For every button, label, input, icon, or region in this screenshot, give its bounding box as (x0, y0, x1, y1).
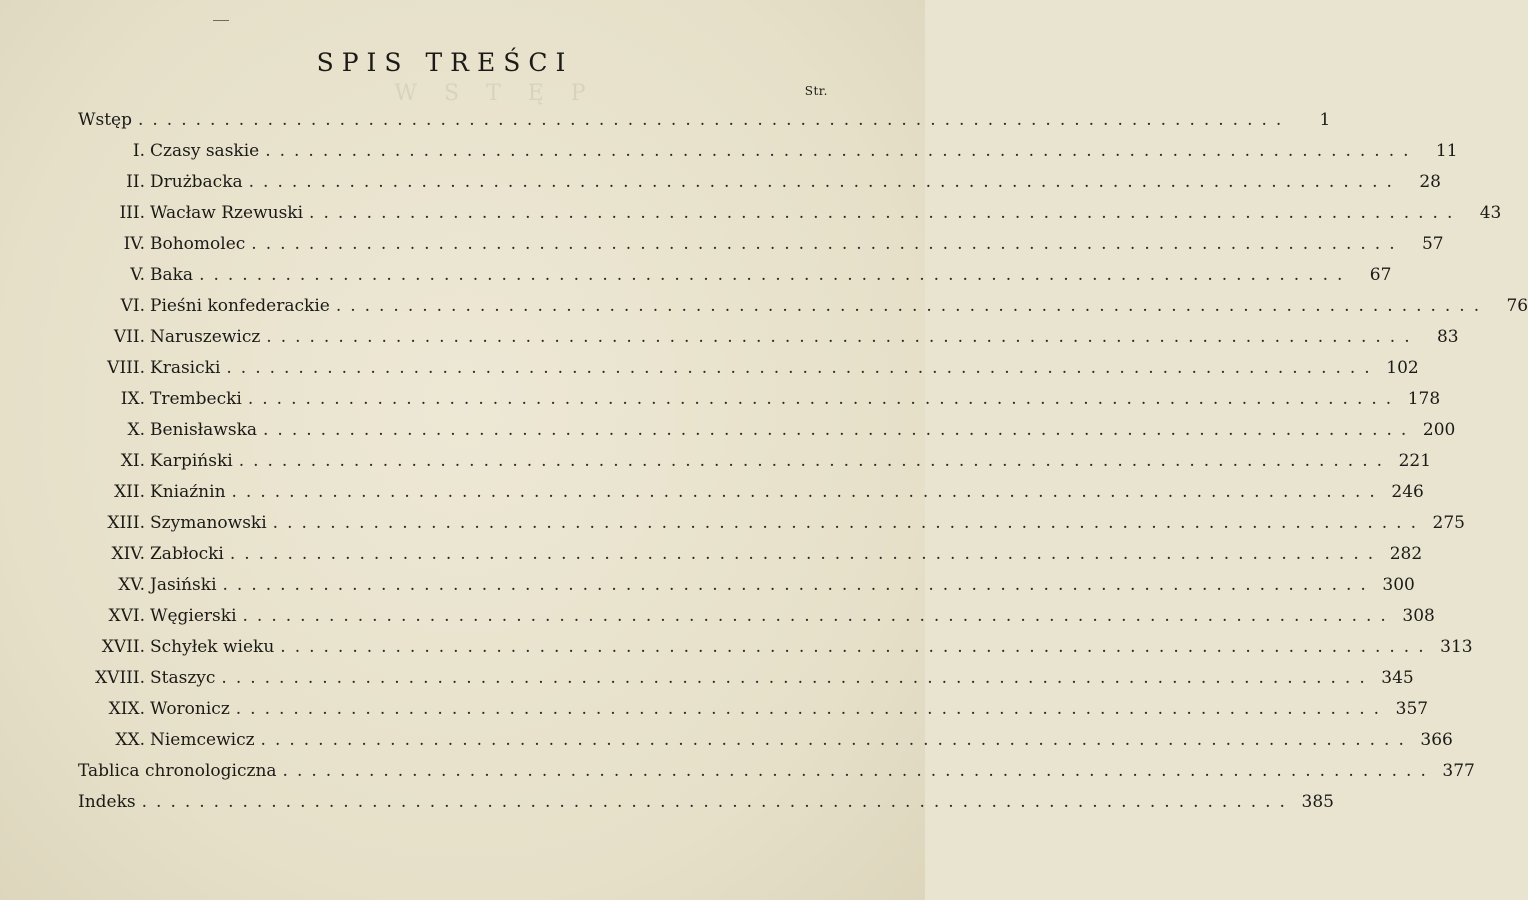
chapter-number: VII. (113, 327, 145, 347)
page-number: 221 (1398, 451, 1432, 471)
page-mark (213, 20, 229, 21)
entry-title: Benisławska (150, 420, 258, 440)
toc-entry (78, 358, 1419, 389)
chapter-number: XIV. (111, 544, 145, 564)
page-title: SPIS TREŚCI (316, 48, 574, 77)
chapter-number: IV. (123, 234, 145, 254)
entry-title: Kniaźnin (150, 482, 226, 502)
toc-entry (78, 451, 1432, 482)
page-number: 275 (1432, 513, 1465, 533)
chapter-number: XVII. (101, 637, 145, 657)
page-number: 28 (1419, 172, 1441, 192)
chapter-number: XVIII. (95, 668, 145, 688)
toc-entry (78, 296, 1528, 327)
toc-entry (78, 110, 1331, 141)
chapter-number: X. (127, 420, 145, 440)
dot-leader: ................................................................................ (265, 141, 1418, 161)
dot-leader: ................................................................................ (229, 544, 1383, 564)
toc-entry (78, 234, 1444, 265)
dot-leader: ................................................................................ (263, 420, 1416, 440)
chapter-number: XII. (114, 482, 145, 502)
chapter-number: XVI. (108, 606, 145, 626)
page-number: 246 (1391, 482, 1424, 502)
dot-leader: ................................................................................ (238, 451, 1392, 471)
chapter-number: VIII. (107, 358, 145, 378)
dot-leader: ................................................................................ (247, 389, 1401, 409)
page-number: 377 (1442, 761, 1475, 781)
dot-leader: ................................................................................ (266, 327, 1419, 347)
page-number: 67 (1369, 265, 1392, 285)
entry-title: Naruszewicz (150, 327, 261, 347)
entry-title: Pieśni konfederackie (150, 296, 330, 316)
toc-entry (78, 699, 1429, 730)
dot-leader: ................................................................................ (222, 575, 1375, 595)
entry-title: Trembecki (150, 389, 242, 409)
chapter-number: XI. (120, 451, 145, 471)
page-number: 11 (1435, 141, 1458, 161)
dot-leader: ................................................................................ (226, 358, 1379, 378)
dot-leader: ................................................................................ (221, 668, 1374, 688)
toc-entry (78, 575, 1415, 606)
chapter-number: XV. (118, 575, 145, 595)
entry-title: Indeks (78, 792, 136, 812)
page-column-label: Str. (804, 84, 828, 98)
entry-title: Staszyc (150, 668, 216, 688)
toc-entry (78, 513, 1465, 544)
chapter-number: II. (126, 172, 145, 192)
dot-leader: ................................................................................ (199, 265, 1352, 285)
entry-title: Niemcewicz (150, 730, 255, 750)
page-number: 282 (1389, 544, 1423, 564)
toc-entry (78, 606, 1435, 637)
toc-entry (78, 203, 1502, 234)
entry-title: Wstęp (78, 110, 132, 130)
dot-leader: ................................................................................ (141, 792, 1294, 812)
dot-leader: ................................................................................ (251, 234, 1404, 254)
dot-leader: ................................................................................ (272, 513, 1425, 533)
toc-entry (78, 761, 1475, 792)
entry-title: Schyłek wieku (150, 637, 275, 657)
chapter-number: XIII. (107, 513, 145, 533)
chapter-number: XX. (115, 730, 145, 750)
page-number: 300 (1382, 575, 1415, 595)
entry-title: Krasicki (150, 358, 221, 378)
entry-title: Czasy saskie (150, 141, 260, 161)
entry-title: Szymanowski (150, 513, 267, 533)
toc-entry (78, 637, 1473, 668)
dot-leader: ................................................................................ (231, 482, 1384, 502)
page-number: 357 (1395, 699, 1429, 719)
page-number: 366 (1420, 730, 1453, 750)
entry-title: Wacław Rzewuski (150, 203, 304, 223)
page-number: 345 (1381, 668, 1414, 688)
toc-entry (78, 792, 1334, 823)
page-number: 57 (1421, 234, 1444, 254)
dot-leader: ................................................................................ (242, 606, 1395, 626)
toc-entry (78, 265, 1392, 296)
chapter-number: XIX. (108, 699, 145, 719)
entry-title: Węgierski (150, 606, 237, 626)
entry-title: Karpiński (150, 451, 233, 471)
dot-leader: ................................................................................ (280, 637, 1433, 657)
chapter-number: VI. (120, 296, 145, 316)
entry-title: Drużbacka (150, 172, 243, 192)
bleed-through-texture: W S T Ę P (394, 81, 596, 106)
page-number: 178 (1407, 389, 1441, 409)
page-number: 1 (1319, 110, 1331, 130)
page-number: 313 (1440, 637, 1473, 657)
entry-title: Woronicz (150, 699, 230, 719)
dot-leader: ................................................................................ (235, 699, 1389, 719)
toc-entry (78, 482, 1424, 513)
dot-leader: ................................................................................ (282, 761, 1435, 781)
page-number: 43 (1479, 203, 1502, 223)
page-number: 385 (1301, 792, 1334, 812)
dot-leader: ................................................................................ (260, 730, 1413, 750)
toc-entry (78, 141, 1458, 172)
page-number: 102 (1386, 358, 1419, 378)
dot-leader: ................................................................................ (309, 203, 1462, 223)
toc-entry (78, 420, 1456, 451)
table-of-contents (78, 110, 1528, 823)
page-number: 200 (1422, 420, 1456, 440)
toc-entry (78, 730, 1453, 761)
entry-title: Tablica chronologiczna (78, 761, 277, 781)
toc-entry (78, 327, 1459, 358)
page-number: 308 (1402, 606, 1435, 626)
dot-leader: ................................................................................ (335, 296, 1489, 316)
entry-title: Zabłocki (150, 544, 224, 564)
page-number: 76 (1506, 296, 1528, 316)
entry-title: Baka (150, 265, 194, 285)
toc-entry (78, 668, 1414, 699)
entry-title: Bohomolec (150, 234, 246, 254)
chapter-number: V. (130, 265, 145, 285)
entry-title: Jasiński (150, 575, 217, 595)
chapter-number: III. (119, 203, 145, 223)
toc-entry (78, 544, 1423, 575)
toc-entry (78, 172, 1441, 203)
page-number: 83 (1436, 327, 1459, 347)
dot-leader: ................................................................................ (248, 172, 1401, 192)
toc-entry (78, 389, 1441, 420)
chapter-number: I. (132, 141, 145, 161)
chapter-number: IX. (120, 389, 145, 409)
dot-leader: ................................................................................ (137, 110, 1291, 130)
